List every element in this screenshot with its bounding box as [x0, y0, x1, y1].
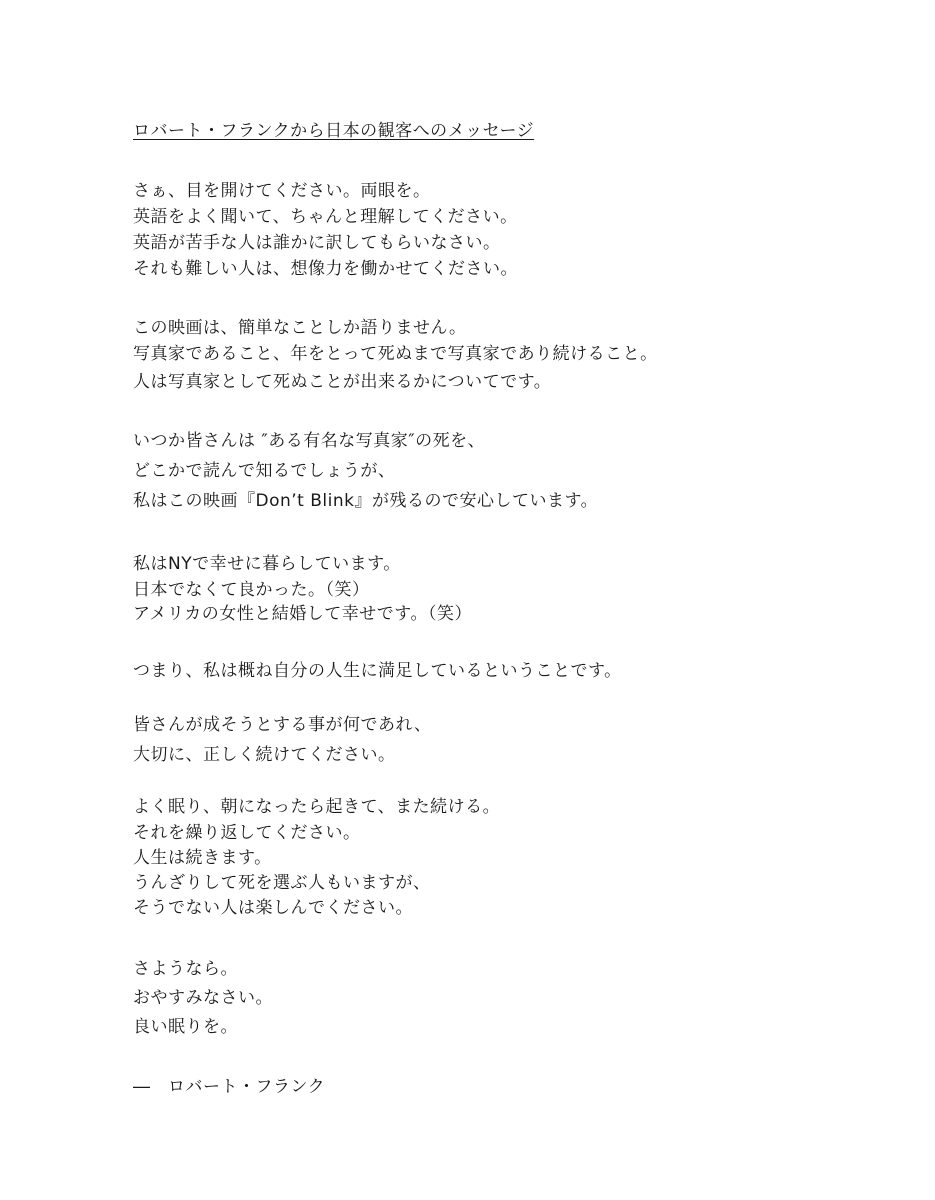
- text-line: 英語が苦手な人は誰かに訳してもらいなさい。: [133, 233, 501, 253]
- text-line: 大切に、正しく続けてください。: [133, 745, 396, 765]
- text-line: うんざりして死を選ぶ人もいますが、: [133, 873, 431, 893]
- text-line: 私はNYで幸せに暮らしています。: [133, 554, 401, 574]
- text-line: アメリカの女性と結婚して幸せです。（笑）: [133, 604, 472, 624]
- text-line: この映画は、簡単なことしか語りません。: [133, 318, 467, 338]
- text-line: つまり、私は概ね自分の人生に満足しているということです。: [133, 661, 622, 681]
- text-line: さぁ、目を開けてください。両眼を。: [133, 181, 431, 201]
- text-line: いつか皆さんは ″ある有名な写真家″の死を、: [133, 431, 486, 451]
- text-line: それを繰り返してください。: [133, 823, 361, 843]
- text-line: 皆さんが成そうとする事が何であれ、: [133, 715, 432, 735]
- text-line: どこかで読んで知るでしょうが、: [133, 461, 396, 481]
- text-line: さようなら。: [133, 959, 238, 979]
- text-line: 私はこの映画『Don’t Blink』が残るので安心しています。: [133, 491, 599, 511]
- text-line: 写真家であること、年をとって死ぬまで写真家であり続けること。: [133, 344, 658, 364]
- text-line: 人生は続きます。: [133, 848, 272, 868]
- text-line: 良い眠りを。: [133, 1017, 238, 1037]
- text-line: よく眠り、朝になったら起きて、また続ける。: [133, 797, 501, 817]
- text-line: 日本でなくて良かった。（笑）: [133, 580, 370, 600]
- text-line: 人は写真家として死ぬことが出来るかについてです。: [133, 372, 552, 392]
- text-line: 英語をよく聞いて、ちゃんと理解してください。: [133, 207, 518, 227]
- text-line: おやすみなさい。: [133, 988, 273, 1008]
- text-line: それも難しい人は、想像力を働かせてください。: [133, 259, 518, 279]
- signature: ― ロバート・フランク: [133, 1077, 326, 1097]
- document-title: ロバート・フランクから日本の観客へのメッセージ: [133, 121, 535, 141]
- text-line: そうでない人は楽しんでください。: [133, 898, 413, 918]
